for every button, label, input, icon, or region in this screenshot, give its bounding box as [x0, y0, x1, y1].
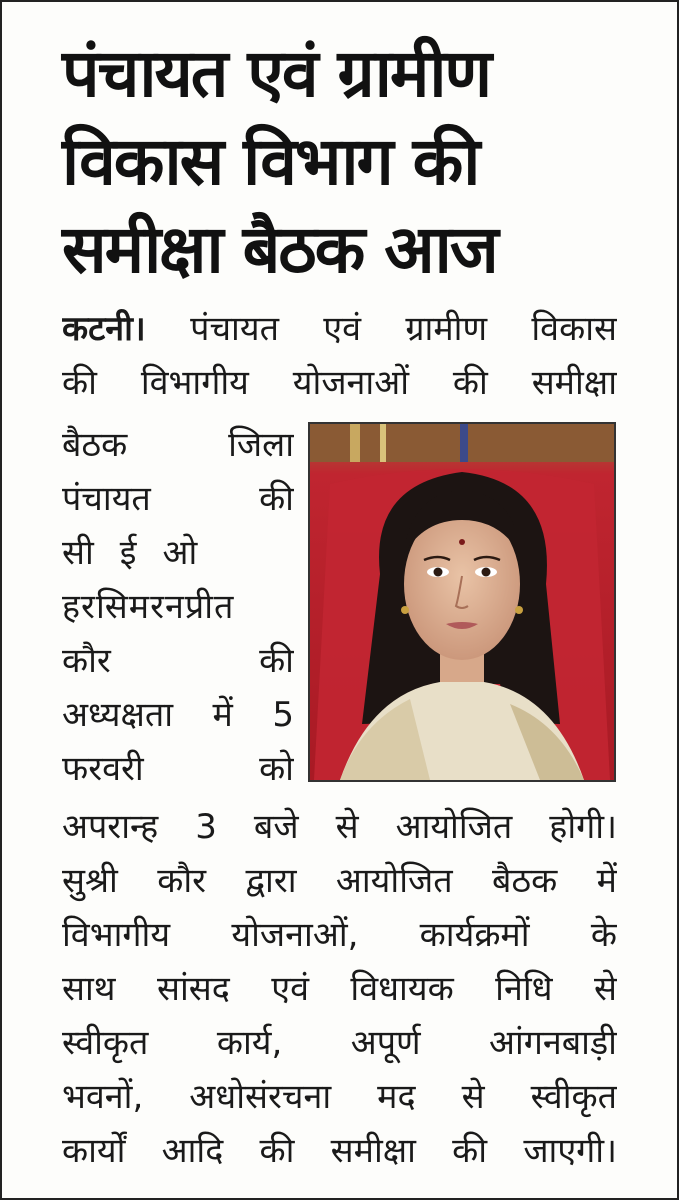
article-line-1-text: पंचायत एवं ग्रामीण विकास	[190, 309, 617, 349]
article-line-2: की विभागीय योजनाओं की समीक्षा	[62, 363, 617, 403]
article-line-13: साथ सांसद एवं विधायक निधि से	[62, 969, 617, 1009]
article-line-10: अपरान्ह 3 बजे से आयोजित होगी।	[62, 807, 617, 847]
article-line-16: कार्यों आदि की समीक्षा की जाएगी।	[62, 1131, 617, 1171]
article-line-9: फरवरी को	[62, 749, 294, 789]
article-line-1	[62, 304, 617, 354]
headline-line-3: समीक्षा बैठक आज	[62, 211, 497, 288]
article-line-14: स्वीकृत कार्य, अपूर्ण आंगनबाड़ी	[62, 1023, 617, 1063]
portrait-illustration	[310, 424, 614, 780]
article-line-4: पंचायत की	[62, 479, 294, 519]
article-line-3: बैठक जिला	[62, 425, 294, 465]
article-line-5: सीईओ	[62, 533, 224, 573]
article-line-15: भवनों, अधोसंरचना मद से स्वीकृत	[62, 1077, 617, 1117]
portrait-photo	[308, 422, 616, 782]
article-line-6: हरसिमरनप्रीत	[62, 587, 235, 627]
article-line-12: विभागीय योजनाओं, कार्यक्रमों के	[62, 915, 617, 955]
headline-line-2: विकास विभाग की	[62, 123, 479, 200]
dateline: कटनी।	[62, 309, 146, 349]
article-line-8: अध्यक्षता में 5	[62, 695, 294, 735]
headline	[62, 30, 662, 294]
headline-line-1: पंचायत एवं ग्रामीण	[62, 35, 491, 112]
article-line-11: सुश्री कौर द्वारा आयोजित बैठक में	[62, 861, 617, 901]
article-line-7: कौर की	[62, 641, 294, 681]
